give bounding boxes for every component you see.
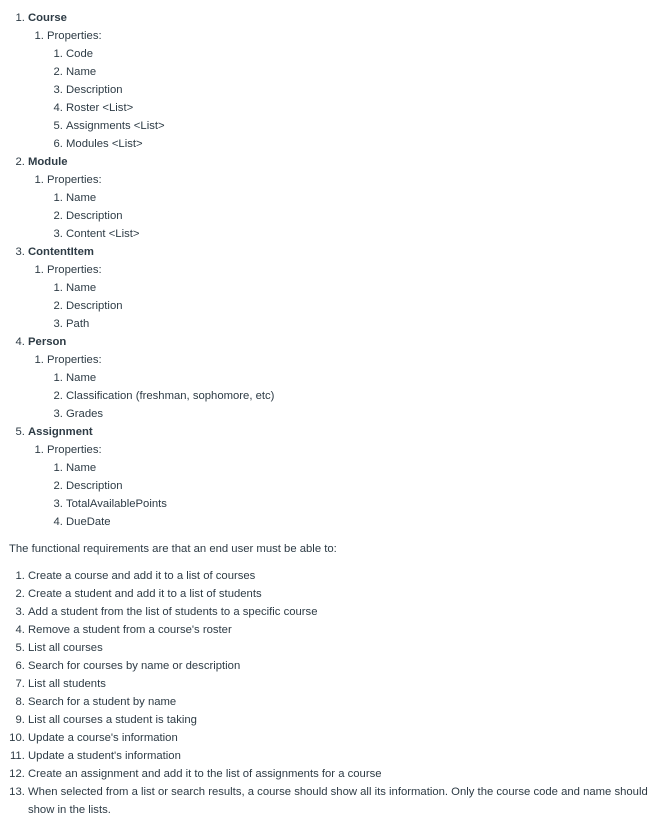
entity-sublist <box>28 171 658 243</box>
property-list <box>47 369 658 423</box>
property-item: 3. Content <List> <box>66 225 658 243</box>
entity-sublist <box>28 261 658 333</box>
property-item: 2. Description <box>66 477 658 495</box>
property-item: 3. TotalAvailablePoints <box>66 495 658 513</box>
requirement-item: 8. Search for a student by name <box>28 693 658 711</box>
property-list <box>47 45 658 153</box>
entity-item <box>28 423 658 531</box>
entity-item <box>28 243 658 333</box>
entity-name: Person <box>28 336 67 348</box>
requirement-item: 4. Remove a student from a course's roster <box>28 621 658 639</box>
requirement-item: 12. Create an assignment and add it to the list of assignments for a course <box>28 765 658 783</box>
properties-label: Properties: <box>47 264 102 276</box>
requirement-item: 2. Create a student and add it to a list of students <box>28 585 658 603</box>
requirement-item: 9. List all courses a student is taking <box>28 711 658 729</box>
property-item: 1. Code <box>66 45 658 63</box>
properties-item <box>47 351 658 423</box>
properties-label: Properties: <box>47 30 102 42</box>
entity-name: Course <box>28 12 67 24</box>
property-item: 1. Name <box>66 279 658 297</box>
property-item: 2. Description <box>66 297 658 315</box>
requirement-item: 6. Search for courses by name or description <box>28 657 658 675</box>
entity-sublist <box>28 441 658 531</box>
requirement-item: 11. Update a student's information <box>28 747 658 765</box>
property-item: 2. Description <box>66 207 658 225</box>
property-item: 1. Name <box>66 459 658 477</box>
property-item: 6. Modules <List> <box>66 135 658 153</box>
requirement-item: 7. List all students <box>28 675 658 693</box>
requirement-item: 1. Create a course and add it to a list of courses <box>28 567 658 585</box>
property-item: 3. Grades <box>66 405 658 423</box>
properties-item <box>47 261 658 333</box>
entity-item <box>28 9 658 153</box>
property-item: 2. Classification (freshman, sophomore, etc) <box>66 387 658 405</box>
property-item: 2. Name <box>66 63 658 81</box>
properties-label: Properties: <box>47 354 102 366</box>
properties-item <box>47 171 658 243</box>
property-item: 3. Description <box>66 81 658 99</box>
property-item: 5. Assignments <List> <box>66 117 658 135</box>
property-item: 3. Path <box>66 315 658 333</box>
property-item: 1. Name <box>66 189 658 207</box>
requirement-item: 10. Update a course's information <box>28 729 658 747</box>
property-item: 4. DueDate <box>66 513 658 531</box>
requirement-item: 3. Add a student from the list of students to a specific course <box>28 603 658 621</box>
property-list <box>47 189 658 243</box>
property-item: 4. Roster <List> <box>66 99 658 117</box>
requirements-list <box>0 567 658 819</box>
entity-name: Assignment <box>28 426 93 438</box>
requirements-intro: The functional requirements are that an end user must be able to: <box>9 543 337 555</box>
properties-label: Properties: <box>47 174 102 186</box>
property-list <box>47 279 658 333</box>
requirement-item: 13. When selected from a list or search results, a course should show all its information. Only the course code and name should show in the lists. <box>28 783 658 819</box>
requirement-item: 5. List all courses <box>28 639 658 657</box>
entity-sublist <box>28 351 658 423</box>
entity-name: ContentItem <box>28 246 94 258</box>
properties-label: Properties: <box>47 444 102 456</box>
property-item: 1. Name <box>66 369 658 387</box>
entity-item <box>28 153 658 243</box>
entity-sublist <box>28 27 658 153</box>
property-list <box>47 459 658 531</box>
properties-item <box>47 27 658 153</box>
entity-name: Module <box>28 156 68 168</box>
properties-item <box>47 441 658 531</box>
entity-item <box>28 333 658 423</box>
